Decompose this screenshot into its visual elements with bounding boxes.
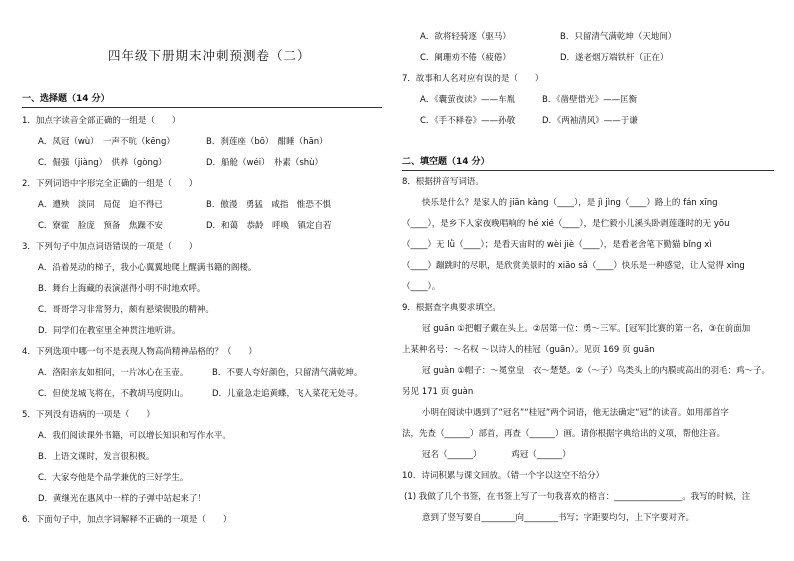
q4-option-c: C．但使龙城飞将在，不教胡马度阴山。 (38, 389, 189, 399)
question-4-stem: 4．下列选项中哪一句不是表现人物高尚精神品格的？（ ） (22, 347, 257, 357)
question-8-stem: 8．根据拼音写词语。 (402, 177, 484, 187)
q3-option-c: C．哥哥学习非常努力，颇有悬梁锲股的精神。 (38, 305, 214, 315)
q4-option-d: D．儿童急走追黄蝶，飞入菜花无处寻。 (212, 389, 364, 399)
section-rule (402, 170, 774, 171)
q9-line: 冠 guān ①把帽子戴在头上。②居第一位：勇～三军。[冠军]比赛的第一名，③在前面加 (422, 324, 751, 334)
q1-option-c: C．倔强（jiàng） 供养（gòng） (38, 158, 167, 168)
question-10-stem: 10．诗词积累与课文回放。（错一个字以这空不给分） (402, 471, 605, 481)
q7-option-b: B．《凿壁借光》——匡衡 (542, 95, 638, 105)
q3-option-b: B．舞台上海藏的表演湛得小明不时地欢呼。 (38, 284, 206, 294)
q8-line: （____）蹦跳时的尽职，是欣赏美景时的 xiāo sǎ（____）快乐是一种感觉，让人觉得 xìng (402, 261, 745, 271)
question-3-stem: 3．下列句子中加点词语错误的一项是（ ） (22, 242, 198, 252)
section-rule (22, 107, 382, 108)
question-9-stem: 9．根据查字典要求填空。 (402, 303, 501, 313)
q9-line: 冠名（______） 鸡冠（______） (422, 450, 571, 460)
question-7-stem: 7．故事和人名对应有误的是（ ） (402, 74, 544, 84)
q9-line: 法，先查（______）部首，再查（______）画。请你根据字典给出的义项，帮他注音。 (402, 429, 726, 439)
section-heading-fill: 二、填空题（14 分） (402, 157, 490, 167)
question-5-stem: 5．下列没有语病的一项是（ ） (22, 410, 155, 420)
q7-option-c: C．《手不释卷》——孙敬 (420, 116, 516, 126)
q5-option-a: A．我们阅读课外书籍，可以增长知识和写作水平。 (38, 431, 231, 441)
q10-line: (1) 我做了几个书签，在书签上写了一句我喜欢的格言：________________。我写的时候，注 (404, 492, 751, 502)
q8-line: 快乐是什么？是家人的 jiān kàng（____），是 jì jìng（____）路上的 fán xīng (422, 198, 718, 208)
q2-option-a: A．遭殃 淡同 局促 迫不得已 (38, 200, 163, 210)
q1-option-b: B．刹莲座（bō） 酣睡（hān） (206, 137, 328, 147)
q9-line: 上某种名号：～名权 ～以诗人的桂冠（guān）。见页 169 页 guān (402, 345, 655, 355)
q5-option-c: C．大家夸他是个品学兼优的三好学生。 (38, 473, 189, 483)
q2-option-c: C．寮霍 脸庞 预备 焦躁不安 (38, 221, 163, 231)
q3-option-d: D．同学们在教室里全神贯注地听讲。 (38, 326, 181, 336)
question-1-stem: 1．加点字读音全部正确的一组是（ ） (22, 116, 181, 126)
q9-line: 另见 171 页 guàn (402, 387, 474, 397)
q6-option-c: C．阑珊劝不倦（疲倦） (420, 53, 511, 63)
q8-line: （____）。 (402, 282, 441, 292)
q3-option-a: A．沿着晃动的梯子，我小心翼翼地爬上醒满书籍的阁楼。 (38, 263, 257, 273)
q6-option-a: A．欲将轻骑逐（驱马） (420, 32, 511, 42)
q4-option-b: B．不要人夸好颜色，只留清气满乾坤。 (212, 368, 363, 378)
q1-option-d: D．船舱（wéi） 朴素（shù） (206, 158, 324, 168)
q8-line: （____）无 lǜ（____）；是看天宙时的 wèi jiè（____），是看老舍笔下勤猫 bǐng xì (402, 240, 712, 250)
q7-option-a: A．《囊萤夜读》——车胤 (420, 95, 516, 105)
question-2-stem: 2．下列词语中字形完全正确的一组是（ ） (22, 179, 198, 189)
q10-line: 意到了竖写要自________向________书写；字距要均匀，上下字要对齐。 (422, 513, 695, 523)
q2-option-b: B．傲漫 勇猛 咸指 惟恐不惧 (206, 200, 331, 210)
q9-line: 冠 guàn ①帽子：～冕堂皇 衣～楚楚。②（～子）鸟类头上的内膜或高出的羽毛：鸡～子。 (422, 366, 771, 376)
q9-line: 小明在阅读中遇到了“冠名”“桂冠”两个词语，他无法确定“冠”的读音。如用部首字 (422, 408, 729, 418)
q2-option-d: D．和蔼 恭龄 呼唤 镇定自若 (206, 221, 332, 231)
q4-option-a: A．洛阳亲友如相问，一片冰心在玉壶。 (38, 368, 189, 378)
q5-option-d: D．黄继光在惠风中一样的子弹中站起来了！ (38, 494, 207, 504)
q6-option-d: D．遂老烟万端铁杆（正在） (560, 53, 669, 63)
q5-option-b: B．上语文课时，发言很积极。 (38, 452, 155, 462)
section-heading-choice: 一、选择题（14 分） (22, 94, 110, 104)
page-title: 四年级下册期末冲刺预测卷（二） (108, 48, 311, 63)
q1-option-a: A．凤冠（wù） 一声不吭（kēng） (38, 137, 175, 147)
q8-line: （____），是乡下人家夜晚唱响的 hé xié（____），是伫毅小儿溪头卧剥莲蓬时的无 yōu (402, 219, 730, 229)
q6-option-b: B．只留清气满乾坤（天地间） (560, 32, 677, 42)
question-6-stem: 6．下面句子中，加点字词解释不正确的一项是（ ） (22, 515, 232, 525)
q7-option-d: D．《两袖清风》——于谦 (542, 116, 638, 126)
